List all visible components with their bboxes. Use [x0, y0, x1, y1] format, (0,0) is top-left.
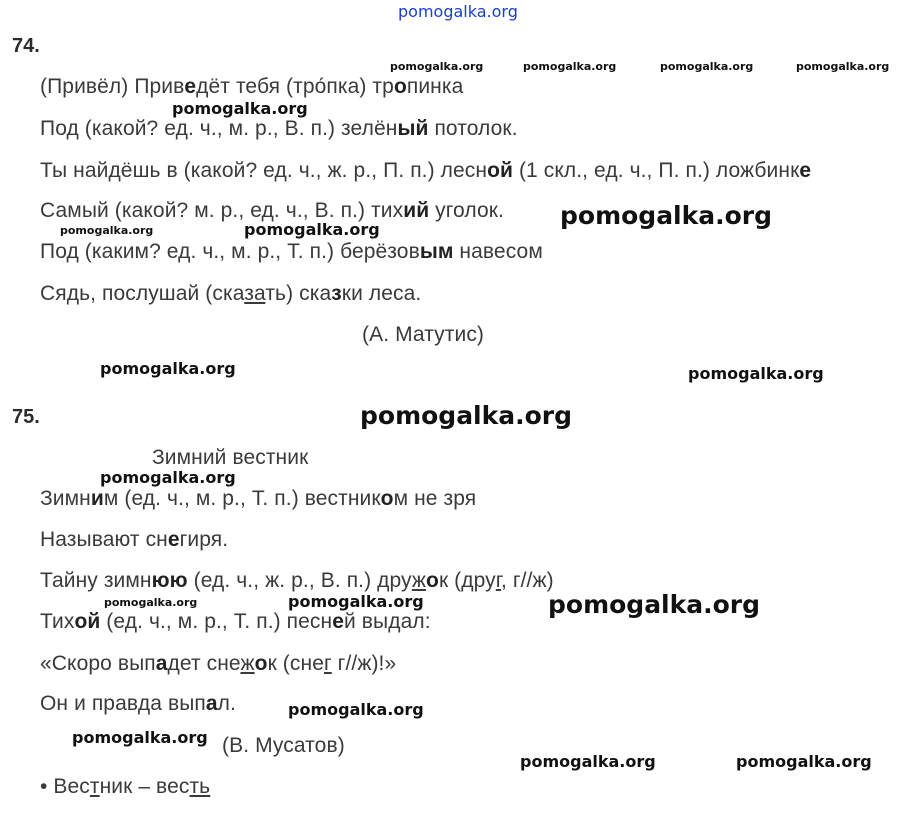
watermark: pomogalka.org — [172, 99, 308, 118]
ex75-line-5: «Скоро выпадет снежок (снег г//ж)!» — [40, 652, 397, 675]
ex74-line-1: (Привёл) Приведёт тебя (тро́пка) тропинка — [40, 75, 464, 98]
exercise-number-74: 74. — [12, 35, 40, 57]
watermark: pomogalka.org — [796, 60, 890, 73]
ex74-author: (А. Матутис) — [362, 323, 485, 346]
watermark: pomogalka.org — [520, 752, 656, 771]
watermark: pomogalka.org — [688, 364, 824, 383]
ex74-line-3: Ты найдёшь в (какой? ед. ч., ж. р., П. п.) лесной (1 скл., ед. ч., П. п.) ложбинке — [40, 159, 812, 182]
watermark: pomogalka.org — [244, 220, 380, 239]
watermark: pomogalka.org — [390, 60, 484, 73]
watermark: pomogalka.org — [523, 60, 617, 73]
ex74-line-5: Под (каким? ед. ч., м. р., Т. п.) берёзовым навесом — [40, 240, 543, 263]
watermark: pomogalka.org — [288, 592, 424, 611]
watermark: pomogalka.org — [60, 224, 154, 237]
ex75-author: (В. Мусатов) — [222, 734, 345, 757]
watermark: pomogalka.org — [398, 2, 518, 21]
watermark: pomogalka.org — [360, 401, 573, 430]
watermark: pomogalka.org — [100, 468, 236, 487]
watermark: pomogalka.org — [104, 596, 198, 609]
ex74-line-2: Под (какой? ед. ч., м. р., В. п.) зелёный потолок. — [40, 117, 518, 140]
watermark: pomogalka.org — [560, 201, 773, 230]
ex75-line-4: Тихой (ед. ч., м. р., Т. п.) песней выдал: — [40, 610, 431, 633]
ex75-line-2: Называют снегиря. — [40, 528, 229, 551]
ex75-note: • Вестник – весть — [40, 775, 211, 798]
ex75-line-3: Тайну зимнюю (ед. ч., ж. р., В. п.) дружок (друг, г//ж) — [40, 569, 554, 592]
watermark: pomogalka.org — [72, 728, 208, 747]
ex75-line-1: Зимним (ед. ч., м. р., Т. п.) вестником не зря — [40, 487, 477, 510]
watermark: pomogalka.org — [548, 590, 761, 619]
ex75-title: Зимний вестник — [152, 446, 309, 469]
watermark: pomogalka.org — [288, 700, 424, 719]
watermark: pomogalka.org — [660, 60, 754, 73]
ex75-line-6: Он и правда выпал. — [40, 692, 236, 715]
ex74-line-6: Сядь, послушай (сказать) сказки леса. — [40, 282, 422, 305]
watermark: pomogalka.org — [736, 752, 872, 771]
ex74-line-4: Самый (какой? м. р., ед. ч., В. п.) тихий уголок. — [40, 199, 504, 222]
watermark: pomogalka.org — [100, 359, 236, 378]
exercise-number-75: 75. — [12, 406, 40, 428]
